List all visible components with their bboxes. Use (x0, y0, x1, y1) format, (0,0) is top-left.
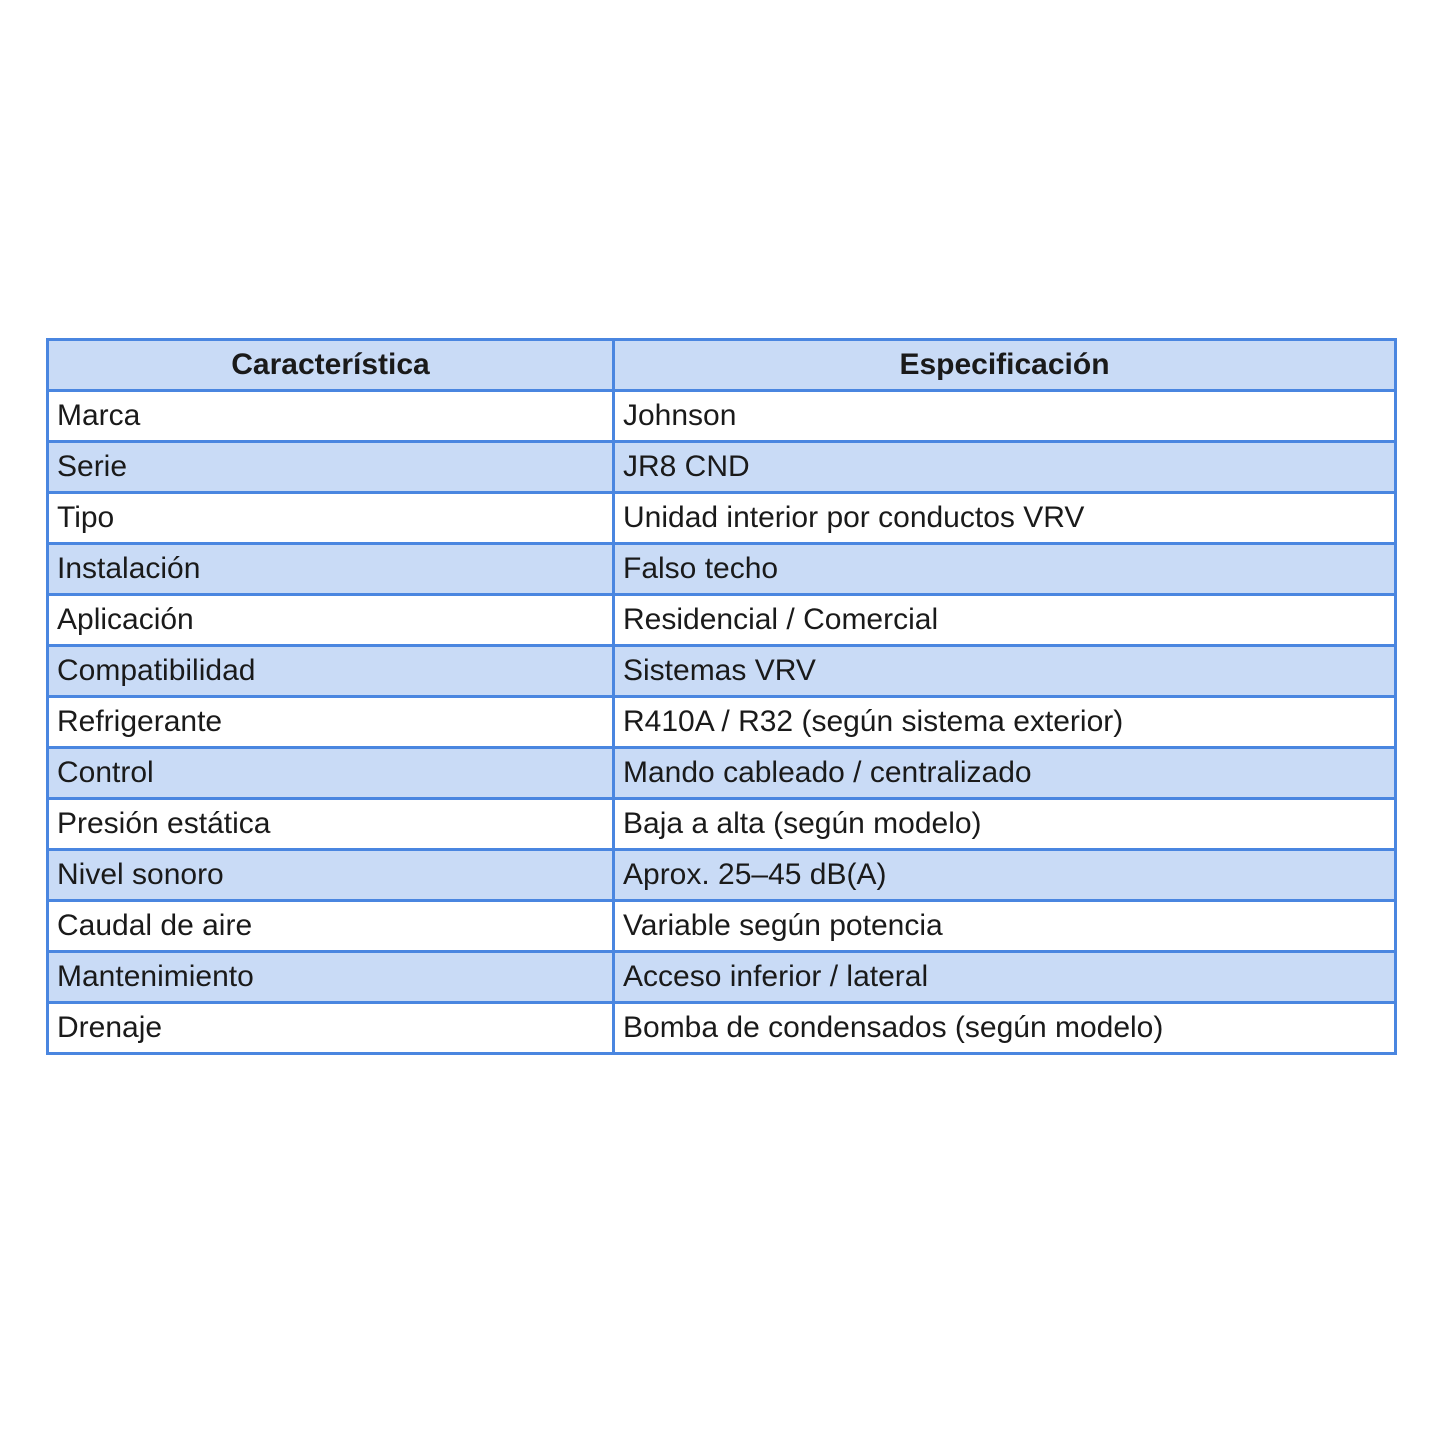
spec-cell: Mando cableado / centralizado (614, 748, 1396, 799)
spec-table-body (48, 391, 1396, 1054)
feature-cell: Caudal de aire (48, 901, 614, 952)
header-caracteristica: Característica (48, 340, 614, 391)
table-row (48, 391, 1396, 442)
spec-cell: Unidad interior por conductos VRV (614, 493, 1396, 544)
feature-cell: Refrigerante (48, 697, 614, 748)
feature-cell: Instalación (48, 544, 614, 595)
feature-cell: Aplicación (48, 595, 614, 646)
spec-cell: Baja a alta (según modelo) (614, 799, 1396, 850)
table-row (48, 442, 1396, 493)
feature-cell: Nivel sonoro (48, 850, 614, 901)
spec-cell: Falso techo (614, 544, 1396, 595)
feature-cell: Mantenimiento (48, 952, 614, 1003)
table-row (48, 952, 1396, 1003)
feature-cell: Drenaje (48, 1003, 614, 1054)
header-especificacion: Especificación (614, 340, 1396, 391)
table-row (48, 697, 1396, 748)
feature-cell: Tipo (48, 493, 614, 544)
table-row (48, 493, 1396, 544)
table-row (48, 646, 1396, 697)
feature-cell: Marca (48, 391, 614, 442)
table-row (48, 901, 1396, 952)
spec-cell: Bomba de condensados (según modelo) (614, 1003, 1396, 1054)
spec-cell: Variable según potencia (614, 901, 1396, 952)
spec-cell: Sistemas VRV (614, 646, 1396, 697)
table-row (48, 748, 1396, 799)
spec-table-head (48, 340, 1396, 391)
feature-cell: Control (48, 748, 614, 799)
table-row (48, 850, 1396, 901)
table-row (48, 1003, 1396, 1054)
feature-cell: Serie (48, 442, 614, 493)
spec-cell: R410A / R32 (según sistema exterior) (614, 697, 1396, 748)
feature-cell: Presión estática (48, 799, 614, 850)
spec-cell: Acceso inferior / lateral (614, 952, 1396, 1003)
spec-cell: JR8 CND (614, 442, 1396, 493)
spec-table (46, 338, 1397, 1055)
spec-cell: Aprox. 25–45 dB(A) (614, 850, 1396, 901)
header-row (48, 340, 1396, 391)
table-row (48, 595, 1396, 646)
table-row (48, 544, 1396, 595)
spec-cell: Residencial / Comercial (614, 595, 1396, 646)
spec-cell: Johnson (614, 391, 1396, 442)
feature-cell: Compatibilidad (48, 646, 614, 697)
table-row (48, 799, 1396, 850)
